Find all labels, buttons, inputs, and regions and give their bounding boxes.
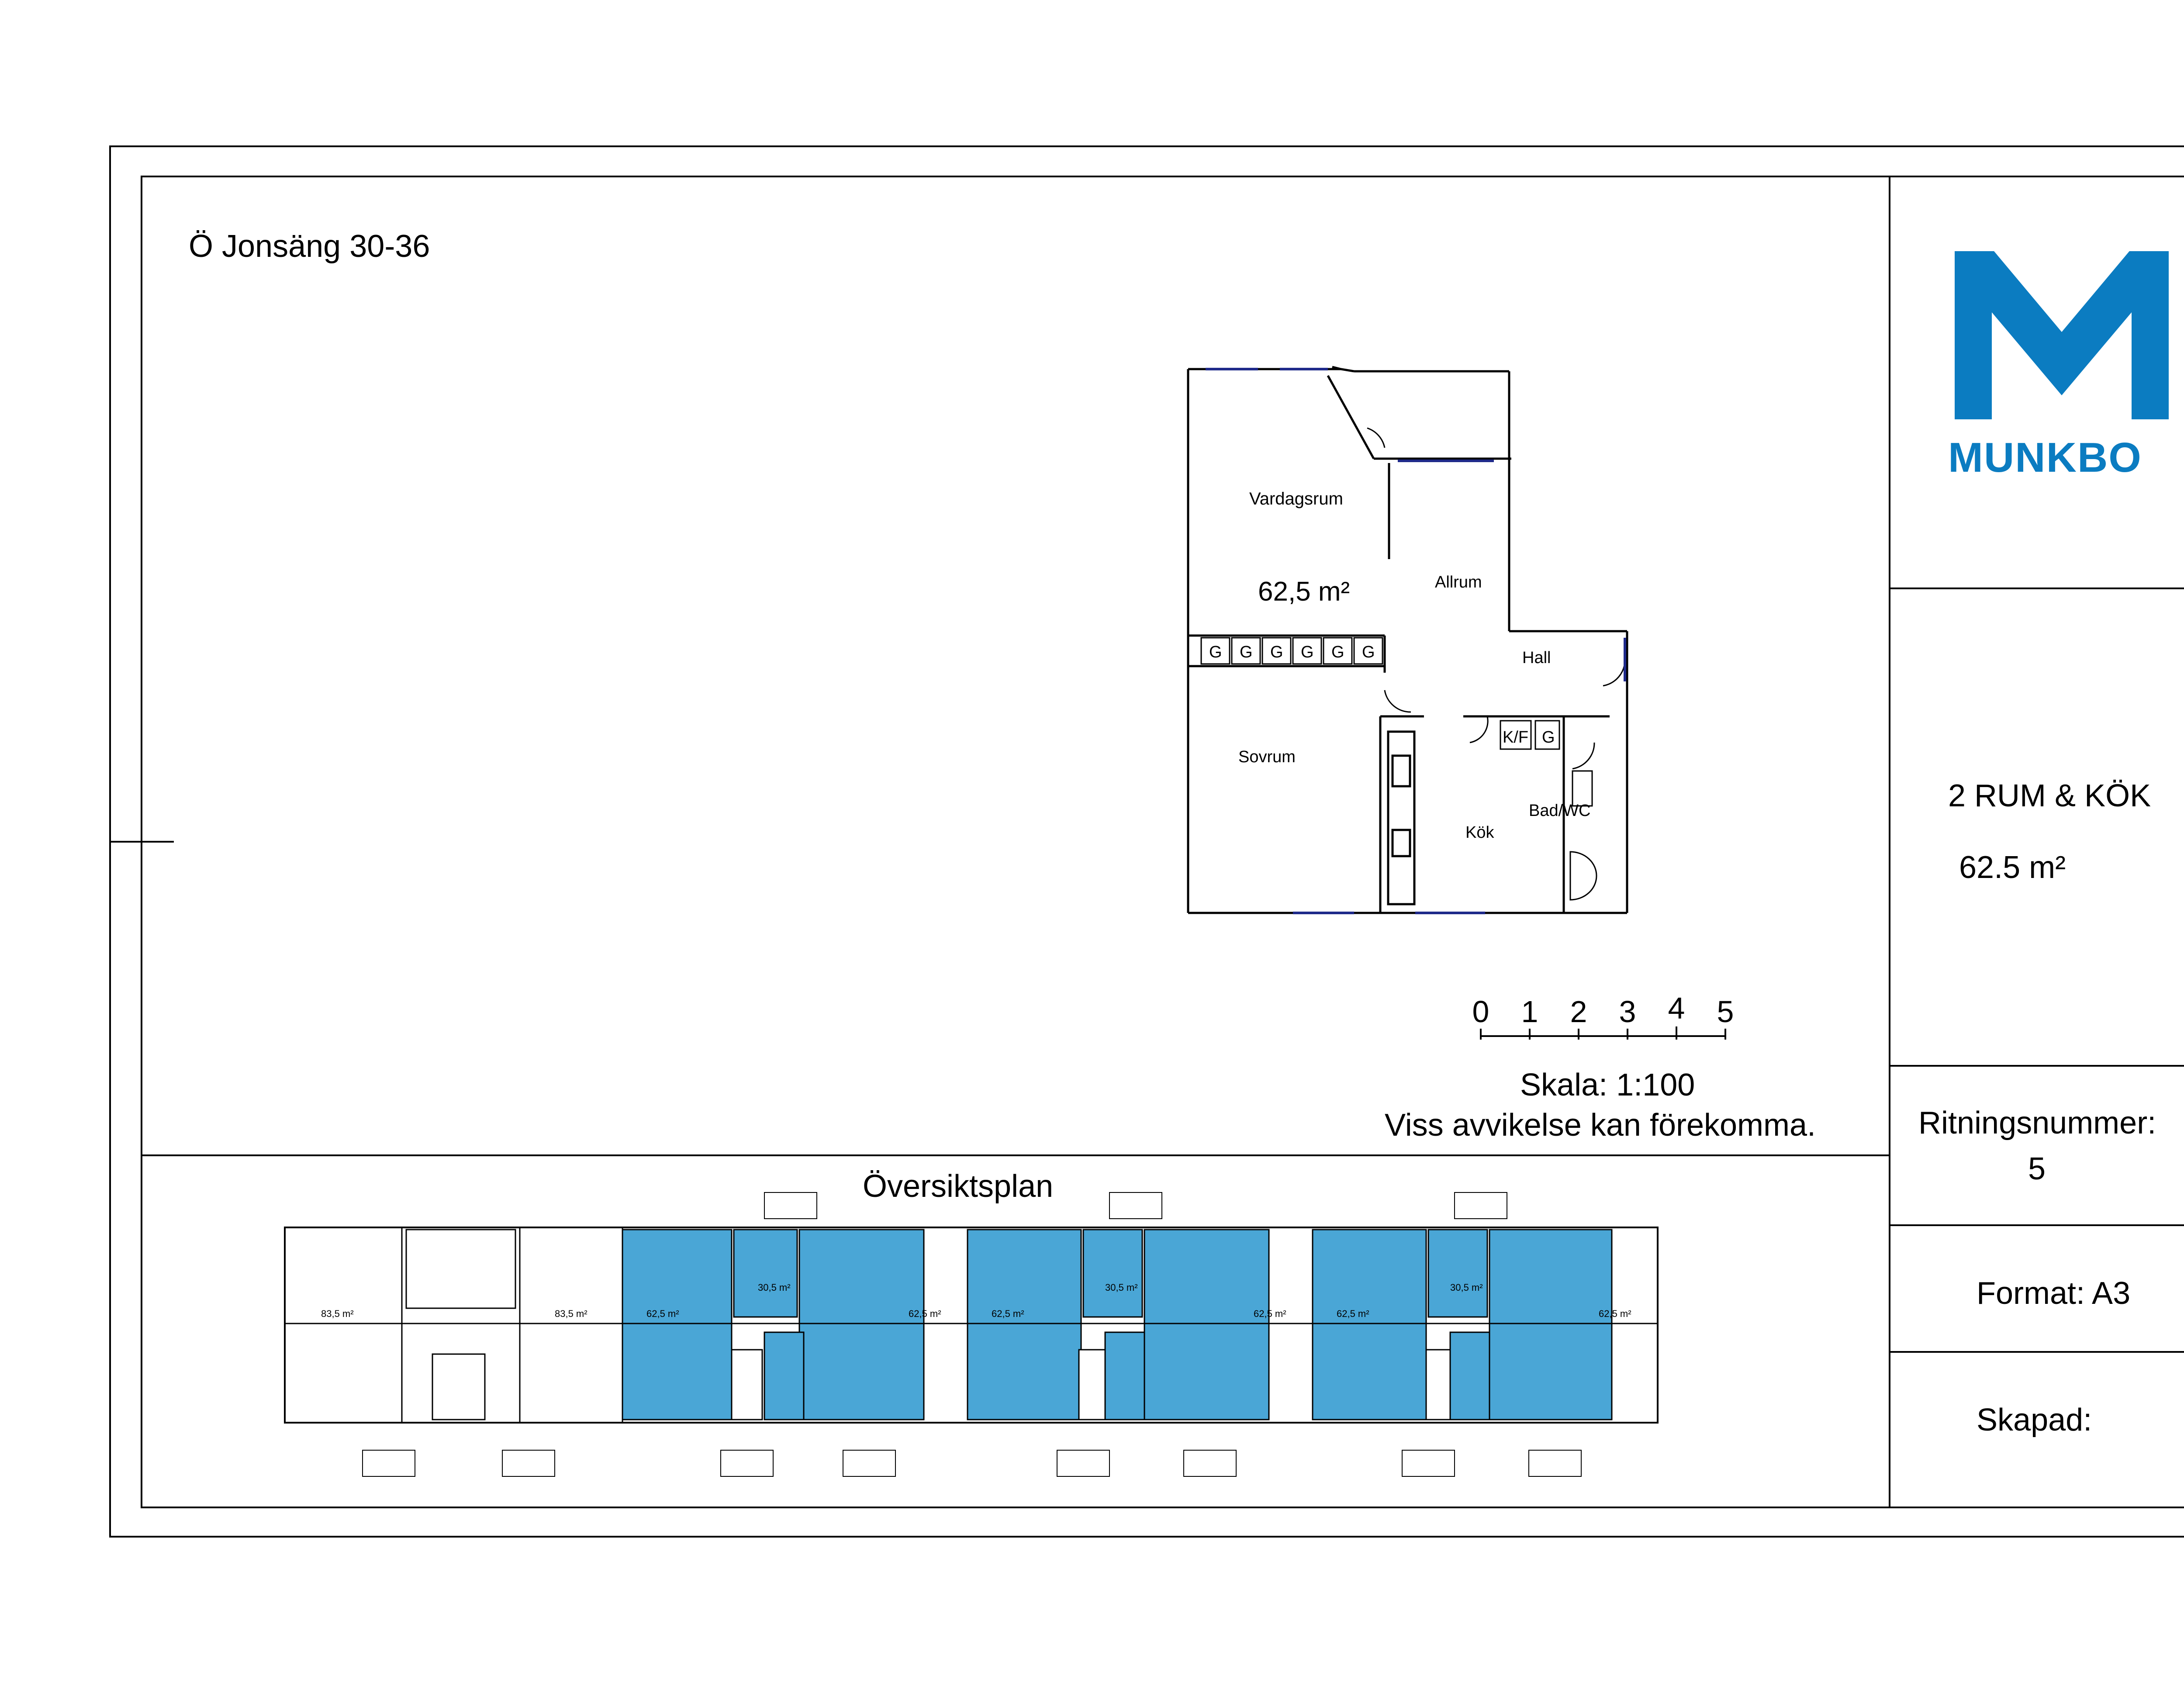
overview-unit-area: 83,5 m²: [555, 1308, 587, 1319]
drawing-number: 5: [2028, 1151, 2046, 1186]
address-label: Ö Jonsäng 30-36: [189, 229, 430, 264]
room-label-sovrum: Sovrum: [1238, 748, 1296, 766]
overview-unit-area: 62,5 m²: [1337, 1308, 1369, 1319]
scale-tick-2: 2: [1570, 995, 1587, 1029]
plan-area-label: 62,5 m²: [1258, 577, 1350, 607]
title-block-divider: [1889, 176, 1890, 1508]
title-block-row-1: [1889, 587, 2184, 589]
title-block-row-4: [1889, 1351, 2184, 1353]
room-label-kf: K/F: [1503, 728, 1529, 746]
overview-unit-area: 30,5 m²: [1105, 1282, 1138, 1293]
scale-tick-3: 3: [1619, 995, 1636, 1029]
room-label-hall: Hall: [1522, 649, 1551, 667]
overview-unit-area: 30,5 m²: [758, 1282, 791, 1293]
overview-plan: [284, 1179, 1660, 1485]
title-block-row-2: [1889, 1065, 2184, 1067]
wardrobe-label: G: [1240, 643, 1253, 661]
room-label-allrum: Allrum: [1435, 573, 1482, 591]
overview-unit-area: 62,5 m²: [909, 1308, 941, 1319]
apartment-type: 2 RUM & KÖK: [1948, 778, 2151, 813]
overview-separator: [141, 1154, 1890, 1156]
plan-bay-wall: [1328, 376, 1374, 459]
room-label-vardagsrum: Vardagsrum: [1249, 489, 1343, 508]
floor-plan: [1179, 349, 1638, 926]
wardrobe-label: G: [1301, 643, 1314, 661]
scale-tick-0: 0: [1472, 995, 1489, 1029]
format-label: Format: A3: [1977, 1276, 2131, 1311]
room-label-g: G: [1542, 728, 1555, 746]
drawing-number-label: Ritningsnummer:: [1918, 1106, 2156, 1140]
wardrobe-label: G: [1331, 643, 1344, 661]
logo-m-mark: [1955, 251, 2169, 419]
overview-unit-area: 62,5 m²: [646, 1308, 679, 1319]
disclaimer-text: Viss avvikelse kan förekomma.: [1385, 1108, 1816, 1143]
scale-text: Skala: 1:100: [1520, 1068, 1695, 1102]
wardrobe-label: G: [1209, 643, 1222, 661]
room-label-badwc: Bad/WC: [1529, 802, 1591, 820]
title-block-row-3: [1889, 1224, 2184, 1226]
created-label: Skapad:: [1977, 1403, 2092, 1438]
apartment-area: 62.5 m²: [1959, 850, 2066, 885]
wardrobe-label: G: [1270, 643, 1283, 661]
room-label-kok: Kök: [1465, 823, 1494, 842]
left-center-mark: [109, 841, 174, 843]
scale-tick-1: 1: [1521, 995, 1538, 1029]
scale-bar: [1463, 992, 1743, 1048]
overview-unit-area: 62,5 m²: [1254, 1308, 1286, 1319]
logo-text: MUNKBO: [1948, 434, 2142, 481]
scale-tick-5: 5: [1717, 995, 1734, 1029]
munkbo-logo: [1948, 251, 2175, 443]
overview-unit-area: 30,5 m²: [1450, 1282, 1483, 1293]
overview-unit-area: 83,5 m²: [321, 1308, 354, 1319]
scale-tick-4: 4: [1668, 992, 1685, 1025]
overview-title: Översiktsplan: [863, 1169, 1054, 1204]
overview-unit-area: 62,5 m²: [992, 1308, 1024, 1319]
wardrobe-label: G: [1362, 643, 1375, 661]
overview-unit-area: 62,5 m²: [1599, 1308, 1631, 1319]
